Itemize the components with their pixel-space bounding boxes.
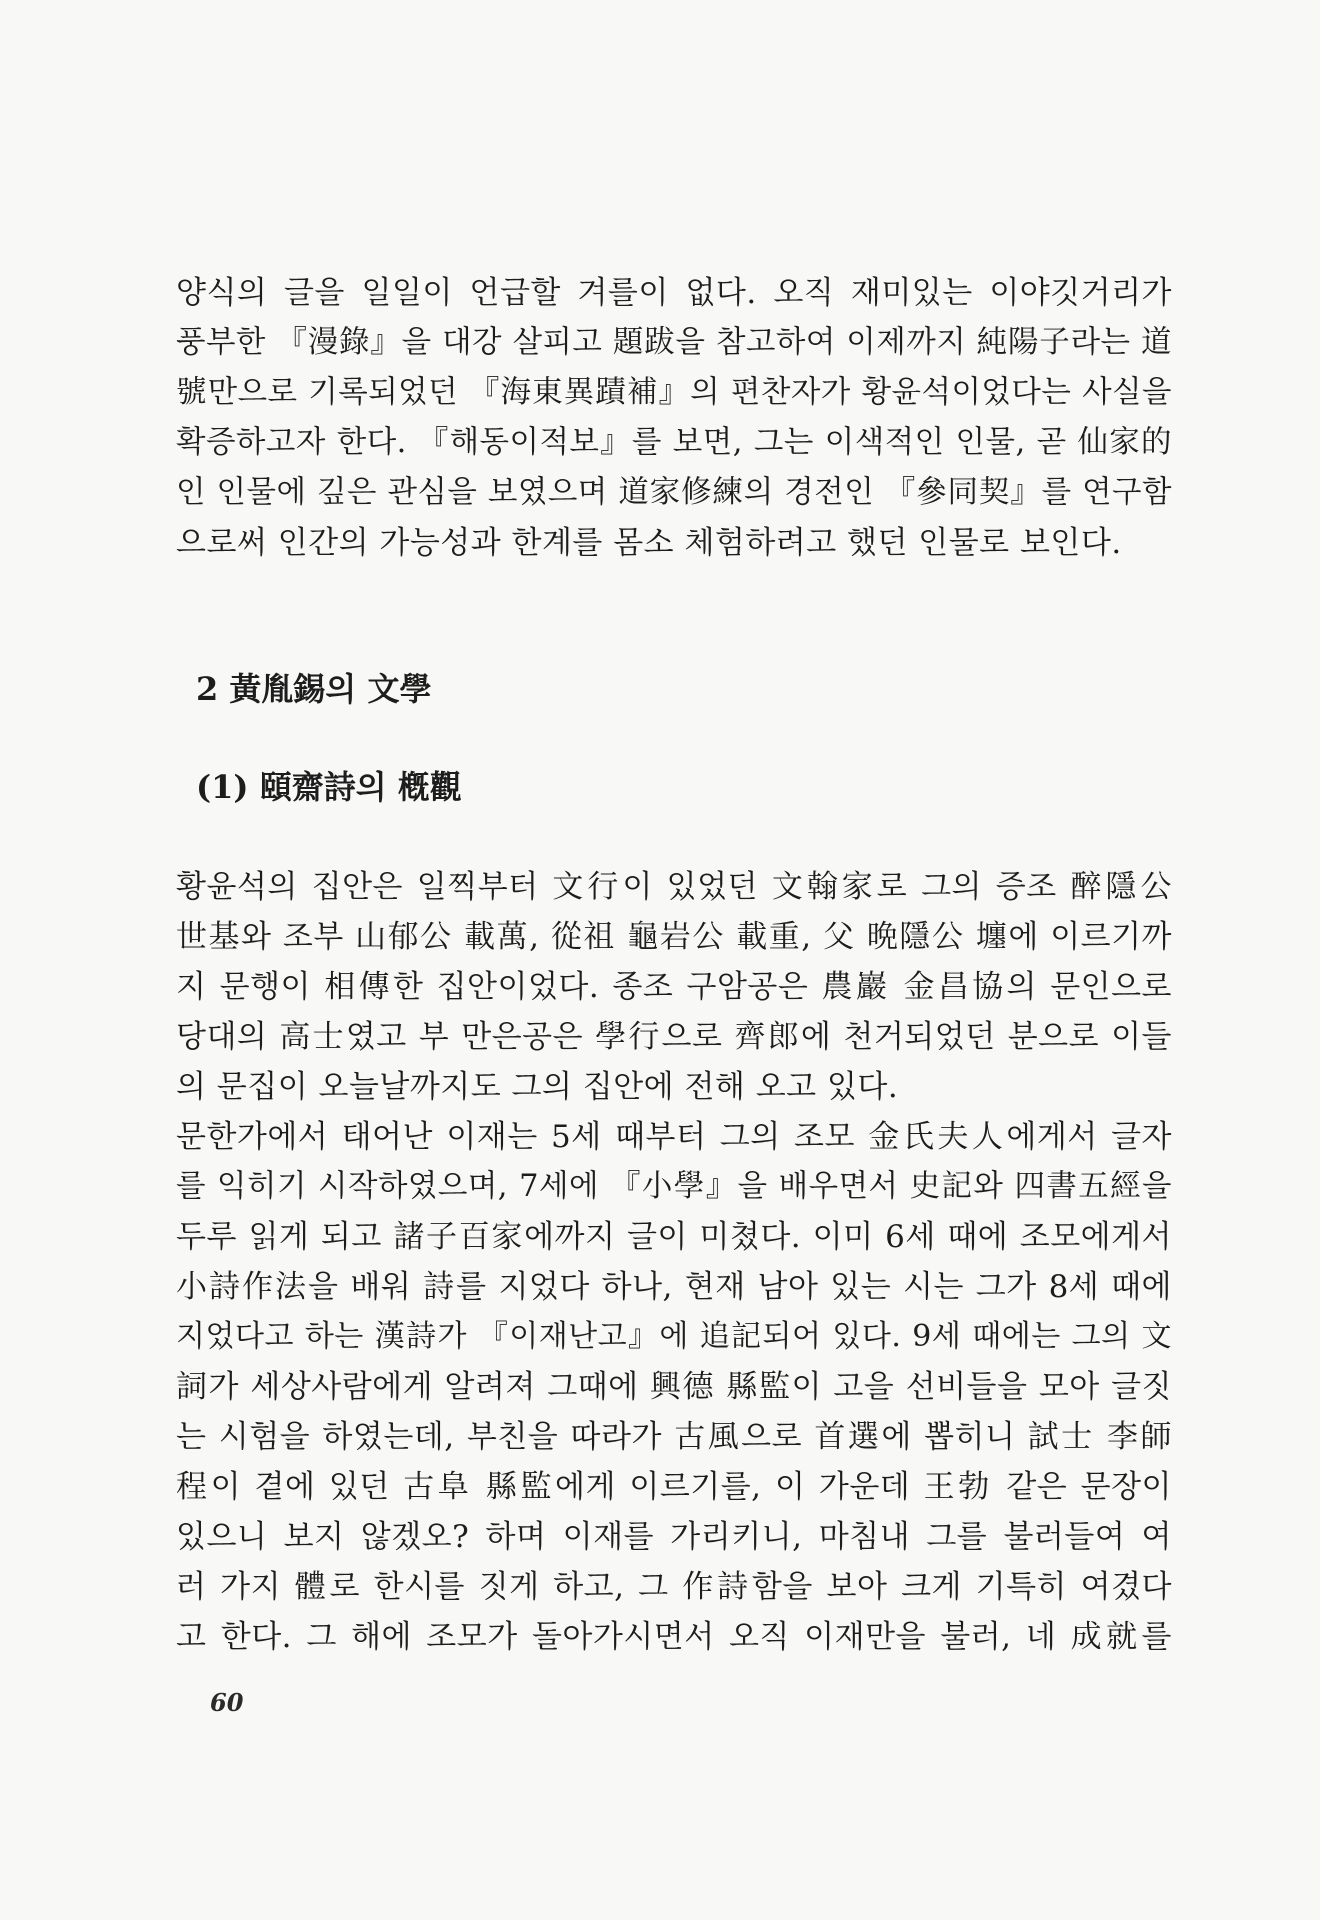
text-line: 으로써 인간의 가능성과 한계를 몸소 체험하려고 했던 인물로 보인다. (176, 525, 1122, 561)
body-paragraphs (176, 862, 1172, 1662)
text-line: 황윤석의 집안은 일찍부터 文行이 있었던 文翰家로 그의 증조 醉隱公 (176, 869, 1172, 905)
text-line: 지었다고 하는 漢詩가 『이재난고』에 追記되어 있다. 9세 때에는 그의 文 (176, 1319, 1172, 1354)
text-line: 小詩作法을 배워 詩를 지었다 하나, 현재 남아 있는 시는 그가 8세 때에 (176, 1269, 1172, 1305)
text-line: 詞가 세상사람에게 알려져 그때에 興德 縣監이 고을 선비들을 모아 글짓 (176, 1369, 1172, 1405)
text-line: 의 문집이 오늘날까지도 그의 집안에 전해 오고 있다. (176, 1069, 899, 1105)
text-line: 러 가지 體로 한시를 짓게 하고, 그 作詩함을 보아 크게 기특히 여겼다 (176, 1569, 1172, 1605)
intro-paragraph (176, 268, 1172, 568)
text-line: 풍부한 『漫錄』을 대강 살피고 題跋을 참고하여 이제까지 純陽子라는 道 (176, 325, 1172, 360)
page-number: 60 (210, 1688, 244, 1717)
text-line: 인 인물에 깊은 관심을 보였으며 道家修練의 경전인 『參同契』를 연구함 (176, 475, 1172, 510)
text-line: 두루 읽게 되고 諸子百家에까지 글이 미쳤다. 이미 6세 때에 조모에게서 (176, 1219, 1172, 1255)
subsection-heading: (1) 頤齋詩의 槪觀 (196, 768, 462, 806)
text-line: 世基와 조부 山郁公 載萬, 從祖 龜岩公 載重, 父 晩隱公 㙻에 이르기까 (176, 919, 1172, 955)
section-heading: 2 黃胤錫의 文學 (196, 670, 432, 708)
text-line: 程이 곁에 있던 古阜 縣監에게 이르기를, 이 가운데 王勃 같은 문장이 (176, 1469, 1172, 1505)
text-line: 를 익히기 시작하였으며, 7세에 『小學』을 배우면서 史記와 四書五經을 (176, 1169, 1172, 1204)
text-line: 는 시험을 하였는데, 부친을 따라가 古風으로 首選에 뽑히니 試士 李師 (176, 1419, 1172, 1455)
text-line: 확증하고자 한다. 『해동이적보』를 보면, 그는 이색적인 인물, 곧 仙家的 (176, 425, 1172, 460)
text-line: 있으니 보지 않겠오? 하며 이재를 가리키니, 마침내 그를 불러들여 여 (176, 1519, 1172, 1555)
text-line: 號만으로 기록되었던 『海東異蹟補』의 편찬자가 황윤석이었다는 사실을 (176, 375, 1172, 410)
text-line: 지 문행이 相傳한 집안이었다. 종조 구암공은 農巖 金昌協의 문인으로 (176, 969, 1172, 1005)
text-line: 문한가에서 태어난 이재는 5세 때부터 그의 조모 金氏夫人에게서 글자 (176, 1119, 1172, 1155)
text-line: 양식의 글을 일일이 언급할 겨를이 없다. 오직 재미있는 이야깃거리가 (176, 275, 1172, 311)
text-line: 당대의 高士였고 부 만은공은 學行으로 齊郎에 천거되었던 분으로 이들 (176, 1019, 1172, 1055)
text-line: 고 한다. 그 해에 조모가 돌아가시면서 오직 이재만을 불러, 네 成就를 (176, 1619, 1172, 1655)
